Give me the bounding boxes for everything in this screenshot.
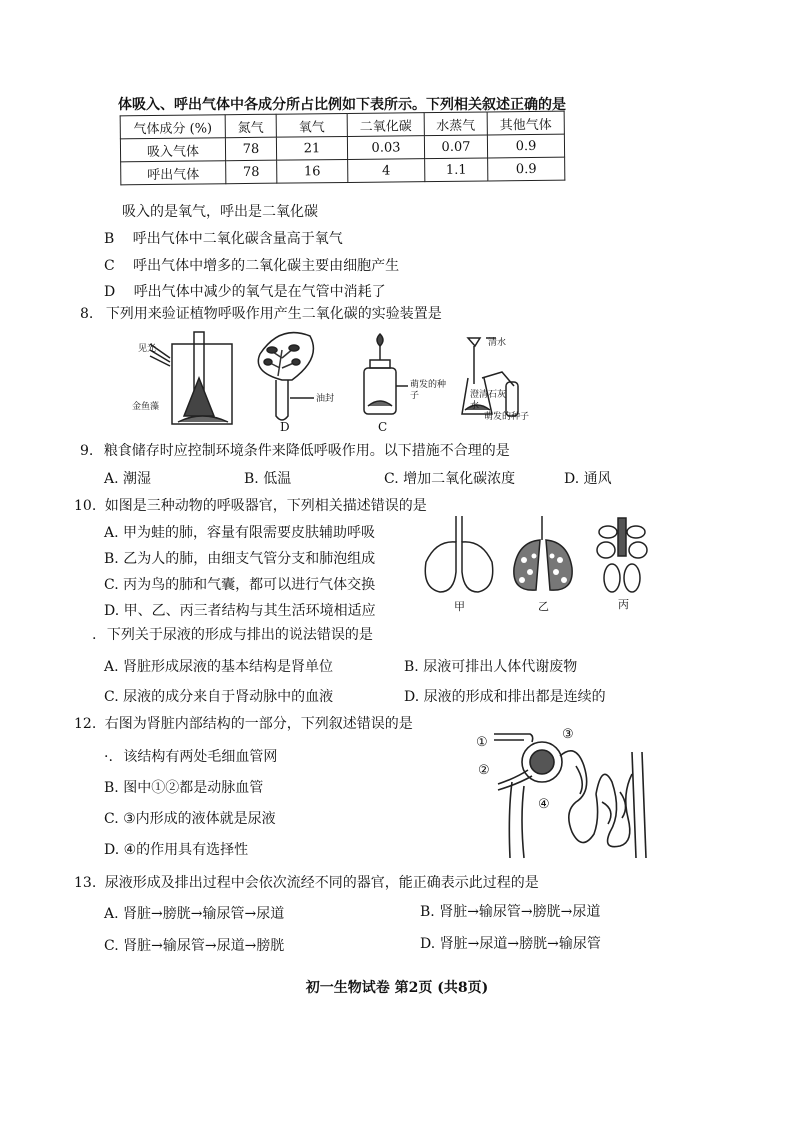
q7-stem: 体吸入、呼出气体中各成分所占比例如下表所示。下列相关叙述正确的是 [118,97,566,113]
q10-option-b: B. 乙为人的肺，由细支气管分支和肺泡组成 [104,551,376,567]
option-text: 呼出气体中增多的二氧化碳主要由细胞产生 [133,258,400,274]
label-2: ② [478,763,490,778]
label-tap-water: 清水 [488,338,507,348]
q12-option-d: D. ④的作用具有选择性 [104,842,249,858]
table-cell: 78 [226,160,277,184]
option-letter: D [104,284,116,300]
table-row [121,157,565,185]
q11-option-c: C. 尿液的成分来自于肾动脉中的血液 [104,689,334,705]
q7-option-b [104,230,343,248]
q11-option-a: A. 肾脏形成尿液的基本结构是肾单位 [104,659,334,675]
q8-line [80,305,442,323]
label-seeds-2: 萌发的种子 [484,412,530,422]
q12-option-b: B. 图中①②都是动脉血管 [104,780,264,796]
question-stem: 粮食储存时应控制环境条件来降低呼吸作用。以下措施不合理的是 [103,443,510,459]
table-header-cell: 水蒸气 [424,112,487,136]
q7-option-d [104,283,386,301]
table-cell: 吸入气体 [120,138,225,162]
q7-option-c [104,257,399,275]
q12-option-c: C. ③内形成的液体就是尿液 [104,811,276,827]
q13-option-b: B. 肾脏→输尿管→膀胱→尿道 [420,904,601,920]
q11-option-d: D. 尿液的形成和排出都是连续的 [404,689,606,705]
table-header-cell: 氧气 [276,113,347,137]
q8-experiment-figure [132,328,532,432]
label-yi: 乙 [538,600,549,613]
question-number: 13. [74,875,97,891]
q9-option-a: A. 潮湿 [104,471,152,487]
option-letter: B [104,231,115,247]
question-stem: 右图为肾脏内部结构的一部分，下列叙述错误的是 [104,716,413,732]
table-cell: 4 [348,159,425,183]
gas-composition-table [120,111,566,186]
bird-lung [597,518,647,592]
apparatus-c [364,334,408,414]
option-text: 呼出气体中二氧化碳含量高于氧气 [132,231,343,247]
q13-option-d: D. 肾脏→尿道→膀胱→输尿管 [420,936,601,952]
label-c: C [378,420,388,434]
q11-line [92,626,373,644]
table-cell: 呼出气体 [121,161,226,185]
apparatus-b [258,333,314,420]
q13-option-c: C. 肾脏→输尿管→尿道→膀胱 [104,938,285,954]
apparatus-a [150,332,232,424]
table-cell: 1.1 [425,158,488,182]
label-d: D [280,420,290,434]
q12-nephron-figure [472,722,652,862]
label-limewater: 澄清石灰水 [470,390,507,411]
question-number: . [92,627,97,643]
q13-option-a: A. 肾脏→膀胱→输尿管→尿道 [104,906,285,922]
label-oil: 油封 [316,394,335,404]
table-cell: 0.9 [488,157,565,181]
page-footer: 初一生物试卷 第2页 (共8页) [305,980,489,996]
option-text: 该结构有两处毛细血管网 [123,749,278,765]
human-lung [514,516,572,590]
question-number: 9. [80,443,94,459]
q11-option-b: B. 尿液可排出人体代谢废物 [404,659,578,675]
label-bing: 丙 [618,598,629,611]
label-jia: 甲 [454,600,465,613]
label-1: ① [476,735,488,750]
q9-option-c: C. 增加二氧化碳浓度 [384,471,516,487]
frog-lung [425,516,492,592]
question-number: 12. [74,716,97,732]
q10-option-d: D. 甲、乙、丙三者结构与其生活环境相适应 [104,603,376,619]
option-letter: C [104,258,115,274]
label-algae: 金鱼藻 [132,402,160,412]
table-header-cell: 二氧化碳 [347,113,424,137]
table-cell: 21 [276,136,347,160]
question-number: 8. [80,306,94,322]
table-cell: 16 [277,159,348,183]
q13-line [74,874,539,892]
label-seeds: 萌发的种子 [410,380,447,401]
q7-option-a [106,203,318,221]
table-header-cell: 其他气体 [487,111,564,135]
option-text: 呼出气体中减少的氧气是在气管中消耗了 [133,284,386,300]
question-stem: 尿液形成及排出过程中会依次流经不同的器官，能正确表示此过程的是 [104,875,539,891]
q12-option-a: ·. 该结构有两处毛细血管网 [104,749,278,765]
table-cell: 0.07 [424,135,487,159]
q10-lungs-figure [416,512,656,616]
label-light: 见光 [138,344,157,354]
table-cell: 0.9 [487,134,564,158]
q10-option-a: A. 甲为蛙的肺，容量有限需要皮肤辅助呼吸 [104,525,376,541]
question-number: 10. [74,498,97,514]
table-header-cell: 氮气 [225,114,276,138]
q9-option-d: D. 通风 [564,471,612,487]
q10-line [74,497,427,515]
question-stem: 下列用来验证植物呼吸作用产生二氧化碳的实验装置是 [105,306,442,322]
q10-option-c: C. 丙为鸟的肺和气囊，都可以进行气体交换 [104,577,376,593]
table-cell: 78 [225,137,276,161]
question-stem: 下列关于尿液的形成与排出的说法错误的是 [106,627,373,643]
q9-option-b: B. 低温 [244,471,292,487]
table-header-cell: 气体成分 (%) [120,115,225,139]
table-cell: 0.03 [347,136,424,160]
label-4: ④ [538,797,550,812]
q9-line [80,442,510,460]
option-text: 吸入的是氧气，呼出是二氧化碳 [122,204,318,220]
q12-line [74,715,413,733]
question-stem: 如图是三种动物的呼吸器官，下列相关描述错误的是 [104,498,427,514]
label-3: ③ [562,727,574,742]
